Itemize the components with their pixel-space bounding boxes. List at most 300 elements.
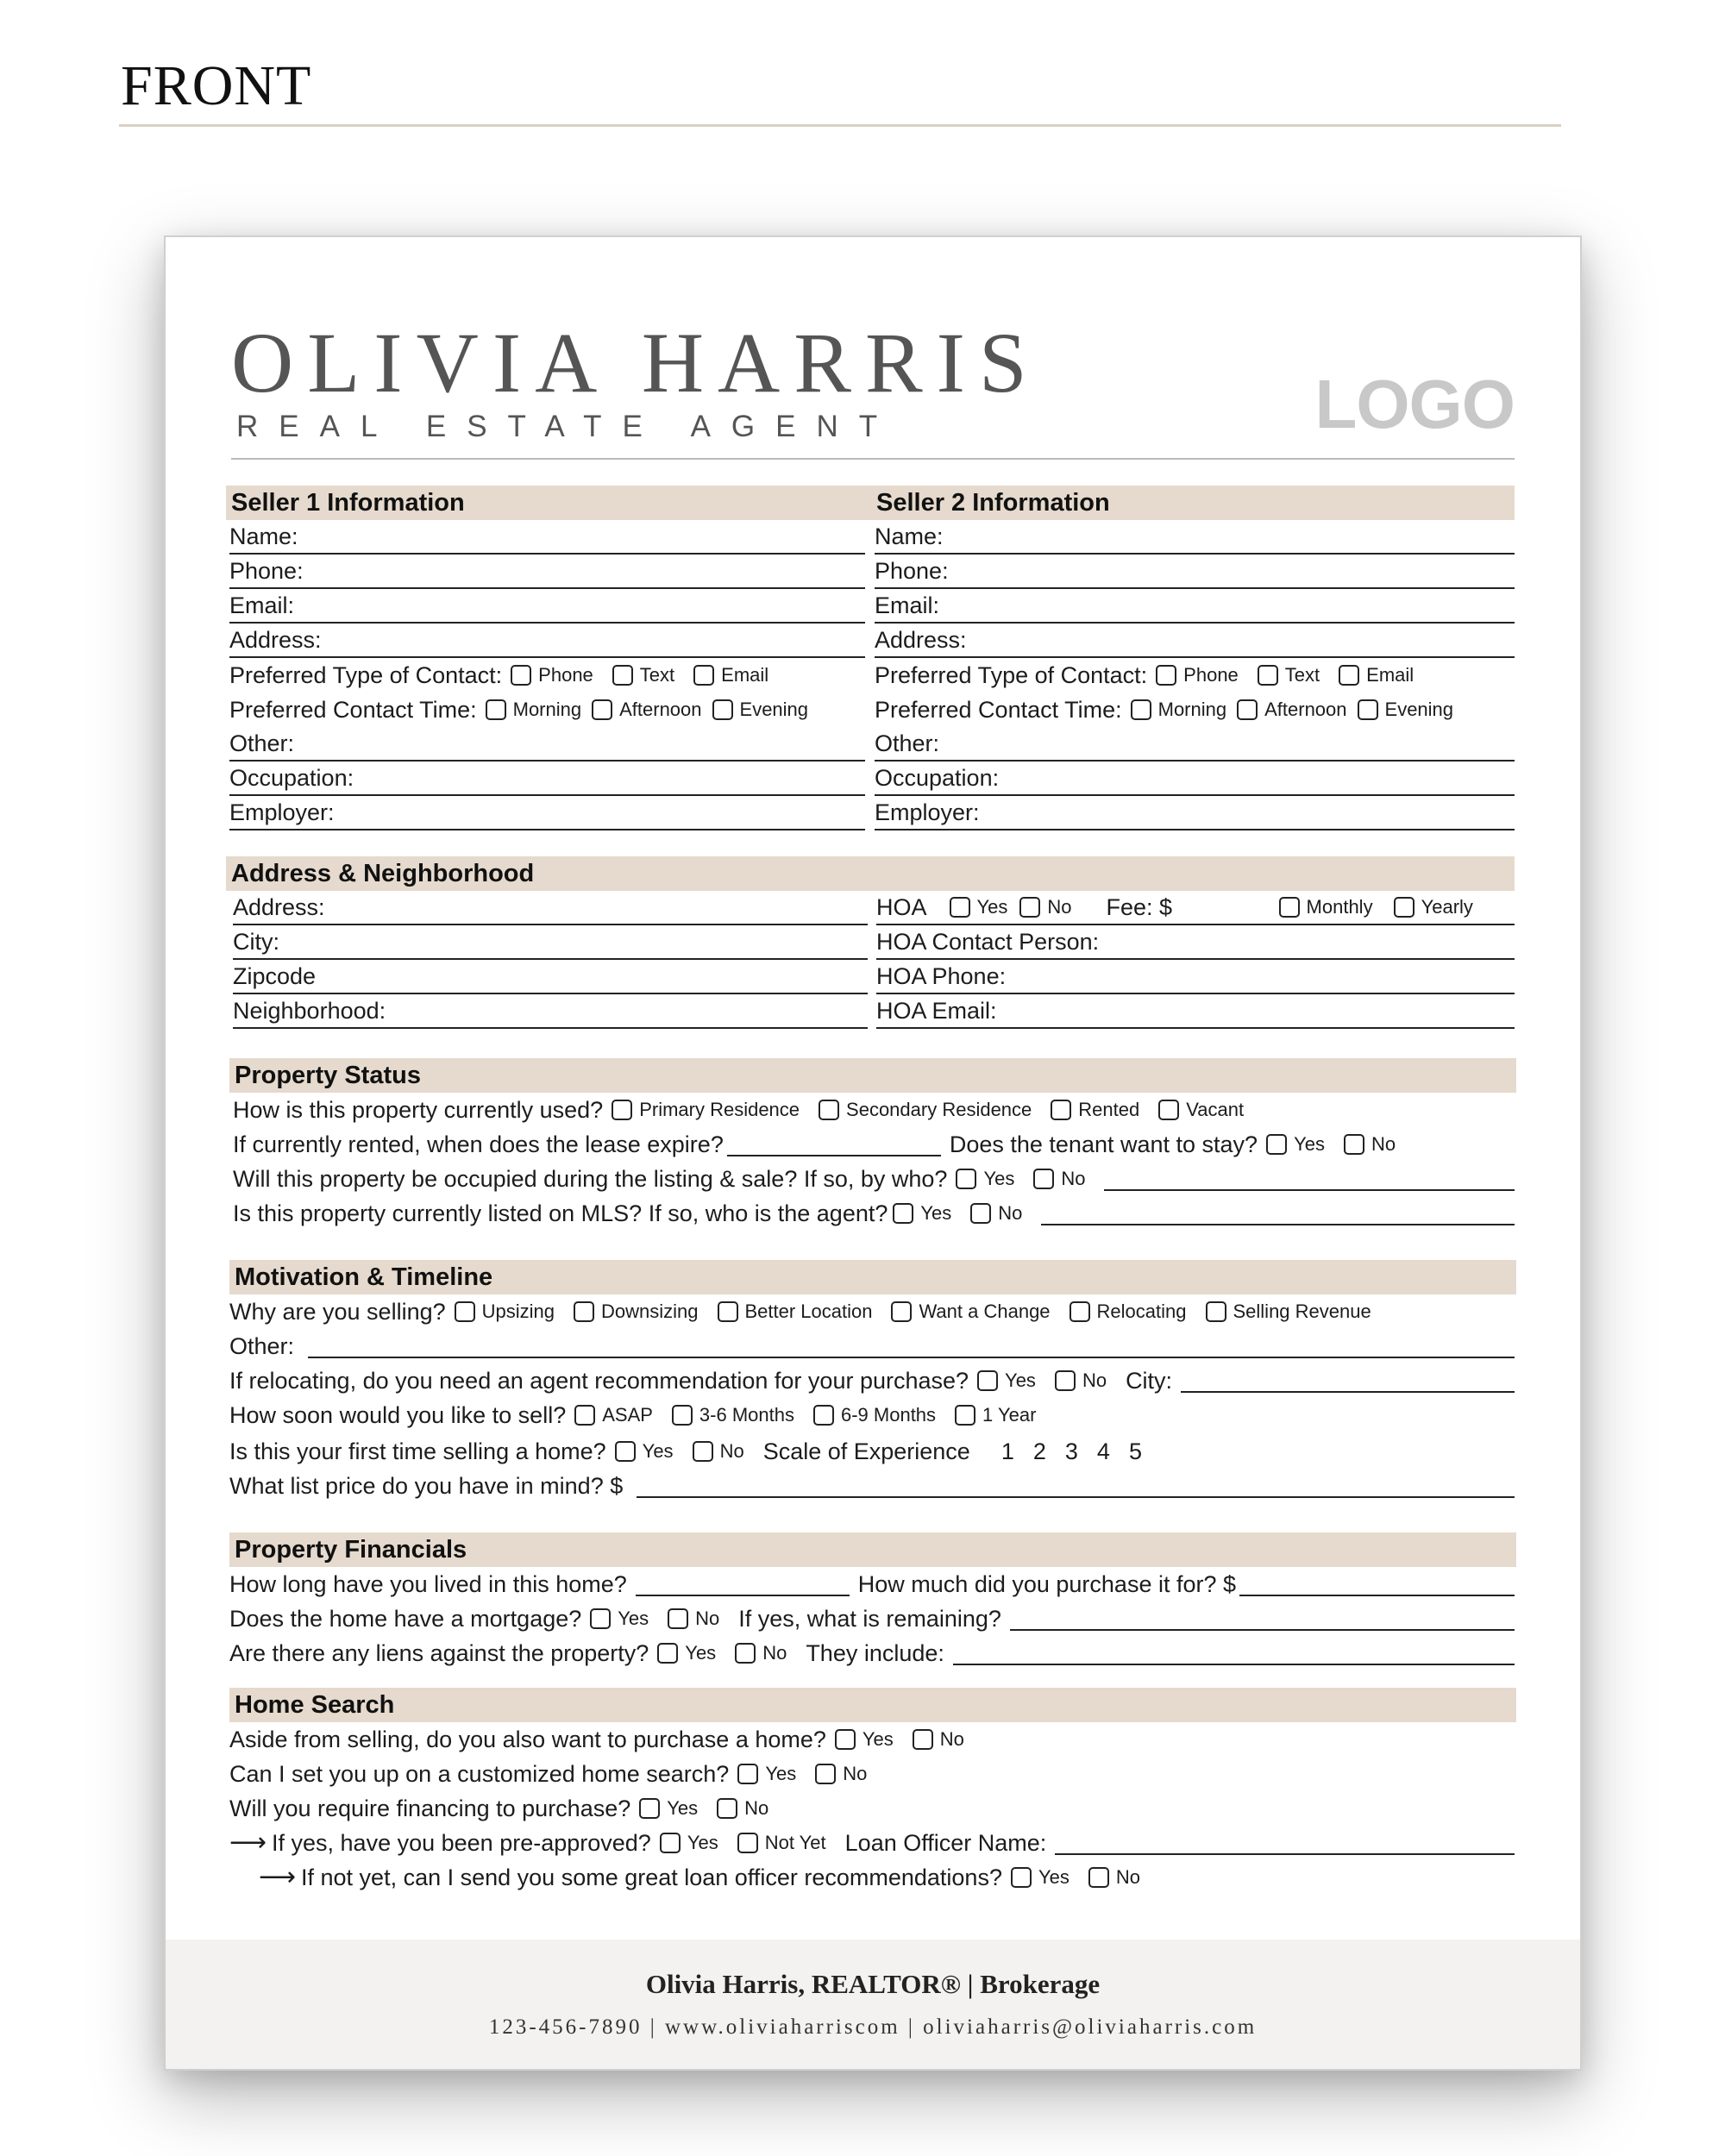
timeline-asap-option[interactable] (574, 1399, 653, 1432)
seller2-header (871, 486, 1515, 520)
recommendation-yes-option[interactable] (1011, 1861, 1070, 1894)
hoa-label: HOA (876, 894, 927, 920)
property-zipcode-field[interactable] (233, 960, 868, 994)
home-search-header (229, 1688, 1516, 1722)
seller1-name-field[interactable] (229, 520, 865, 555)
occupied-question: Will this property be occupied during the listing & sale? If so, by who? (233, 1166, 948, 1192)
mortgage-no-option[interactable] (668, 1602, 719, 1635)
seller2-time-evening-option[interactable] (1358, 693, 1454, 726)
checkbox[interactable] (1051, 1100, 1071, 1120)
checkbox[interactable] (590, 1608, 611, 1629)
reason-relocating-option[interactable] (1070, 1295, 1187, 1328)
home-search-title: Home Search (235, 1691, 395, 1719)
checkbox[interactable] (956, 1169, 976, 1189)
checkbox[interactable] (660, 1833, 681, 1853)
option-label: Yes (667, 1797, 699, 1819)
option-label: Better Location (744, 1300, 873, 1322)
checkbox[interactable] (511, 665, 531, 686)
option-label: Yes (618, 1608, 649, 1629)
checkbox[interactable] (693, 665, 714, 686)
header-divider (231, 458, 1515, 460)
checkbox[interactable] (1206, 1301, 1226, 1322)
custom-search-yes-option[interactable] (737, 1758, 796, 1790)
seller2-email-field[interactable] (875, 589, 1515, 624)
scale-value-1[interactable]: 1 (1000, 1438, 1014, 1464)
financials-title: Property Financials (235, 1536, 467, 1564)
recommendation-no-option[interactable] (1088, 1861, 1140, 1894)
seller1-employer-field[interactable] (229, 796, 865, 830)
first-time-question: Is this your first time selling a home? (229, 1438, 606, 1464)
option-label: Upsizing (481, 1300, 555, 1322)
mortgage-yes-option[interactable] (590, 1602, 649, 1635)
checkbox[interactable] (574, 1301, 594, 1322)
checkbox[interactable] (815, 1764, 836, 1784)
occupied-row (233, 1162, 1515, 1196)
seller1-header (226, 486, 871, 520)
usage-vacant-option[interactable] (1158, 1094, 1244, 1126)
list-price-row (229, 1469, 1515, 1503)
checkbox[interactable] (693, 1441, 713, 1462)
option-label: Primary Residence (639, 1099, 800, 1120)
seller1-contact-type-row (229, 658, 865, 693)
remaining-input[interactable] (1010, 1629, 1515, 1631)
preapproval-row (229, 1826, 1515, 1860)
seller2-employer-field[interactable] (875, 796, 1515, 830)
option-label: Yes (976, 896, 1008, 918)
option-label: No (939, 1728, 964, 1750)
relocation-no-option[interactable] (1055, 1364, 1107, 1397)
custom-search-no-option[interactable] (815, 1758, 867, 1790)
seller2-contact-type-label: Preferred Type of Contact: (875, 662, 1148, 688)
option-label: Yes (1038, 1866, 1070, 1888)
custom-search-question: Can I set you up on a customized home search? (229, 1761, 730, 1787)
option-label: 1 Year (982, 1404, 1037, 1426)
option-label: Afternoon (1264, 699, 1347, 720)
hoa-fee-label: Fee: $ (1106, 894, 1173, 920)
seller1-time-evening-option[interactable] (712, 693, 809, 726)
seller2-occupation-label: Occupation: (875, 765, 1000, 791)
usage-row (233, 1093, 1515, 1127)
seller2-contact-type-row (875, 658, 1515, 693)
seller2-time-afternoon-option[interactable] (1237, 693, 1346, 726)
seller1-address-label: Address: (229, 627, 322, 653)
financing-no-option[interactable] (717, 1792, 768, 1825)
purchase-question: Aside from selling, do you also want to purchase a home? (229, 1727, 826, 1752)
remaining-question: If yes, what is remaining? (738, 1606, 1001, 1632)
property-status-header (229, 1058, 1516, 1093)
option-label: No (1371, 1133, 1396, 1155)
recommendation-question: If not yet, can I send you some great loan officer recommendations? (301, 1865, 1002, 1890)
option-label: Yes (642, 1440, 674, 1462)
seller2-email-label: Email: (875, 592, 940, 618)
option-label: Evening (1384, 699, 1454, 720)
seller2-contact-time-row (875, 693, 1515, 727)
option-label: Phone (1183, 664, 1239, 686)
seller2-contact-time-label: Preferred Contact Time: (875, 697, 1122, 723)
usage-primary-option[interactable] (612, 1094, 800, 1126)
seller2-title: Seller 2 Information (876, 489, 1110, 517)
property-neighborhood-field[interactable] (233, 994, 868, 1029)
timeline-6-9-option[interactable] (813, 1399, 936, 1432)
relocation-row (229, 1363, 1515, 1398)
tenant-yes-option[interactable] (1266, 1128, 1325, 1161)
option-label: No (744, 1797, 769, 1819)
scale-value-3[interactable]: 3 (1064, 1438, 1078, 1464)
seller1-occupation-label: Occupation: (229, 765, 354, 791)
option-label: Afternoon (619, 699, 702, 720)
relocation-question: If relocating, do you need an agent recommendation for your purchase? (229, 1368, 969, 1394)
seller2-employer-label: Employer: (875, 799, 980, 825)
option-label: Not Yet (764, 1832, 826, 1853)
checkbox[interactable] (612, 1100, 632, 1120)
option-label: Secondary Residence (846, 1099, 1032, 1120)
relocation-city-input[interactable] (1181, 1391, 1515, 1393)
reason-other-label: Other: (229, 1333, 295, 1359)
seller2-name-label: Name: (875, 523, 944, 549)
checkbox[interactable] (1088, 1867, 1109, 1888)
reason-other-input[interactable] (308, 1357, 1515, 1358)
checkbox[interactable] (1344, 1134, 1364, 1155)
timeline-1-year-option[interactable] (955, 1399, 1036, 1432)
seller2-other-label: Other: (875, 730, 940, 756)
seller1-contact-time-label: Preferred Contact Time: (229, 697, 477, 723)
seller1-phone-label: Phone: (229, 558, 304, 584)
form-sheet (164, 235, 1582, 2071)
property-city-label: City: (233, 929, 279, 955)
option-label: Yes (687, 1832, 718, 1853)
liens-include-label: They include: (806, 1640, 944, 1666)
purchase-row (229, 1722, 1515, 1757)
hoa-phone-label: HOA Phone: (876, 963, 1007, 989)
seller2-other-field[interactable] (875, 727, 1515, 761)
checkbox[interactable] (1279, 897, 1300, 918)
checkbox[interactable] (891, 1301, 912, 1322)
option-label: Text (1284, 664, 1320, 686)
seller2-name-field[interactable] (875, 520, 1515, 555)
timeline-3-6-option[interactable] (672, 1399, 794, 1432)
checkbox[interactable] (813, 1405, 834, 1426)
option-label: Yes (685, 1642, 717, 1664)
checkbox[interactable] (668, 1608, 688, 1629)
usage-rented-option[interactable] (1051, 1094, 1139, 1126)
usage-question: How is this property currently used? (233, 1097, 604, 1123)
seller1-title: Seller 1 Information (231, 489, 465, 517)
seller1-phone-field[interactable] (229, 555, 865, 589)
hoa-monthly-option[interactable] (1279, 891, 1373, 924)
property-city-field[interactable] (233, 925, 868, 960)
checkbox[interactable] (455, 1301, 475, 1322)
mls-agent-input[interactable] (1041, 1224, 1515, 1225)
checkbox[interactable] (672, 1405, 693, 1426)
mls-no-option[interactable] (970, 1197, 1022, 1230)
purchase-price-input[interactable] (1239, 1595, 1515, 1596)
checkbox[interactable] (737, 1764, 758, 1784)
seller2-occupation-field[interactable] (875, 761, 1515, 796)
seller1-contact-phone-option[interactable] (511, 659, 593, 692)
list-price-question: What list price do you have in mind? $ (229, 1473, 624, 1499)
seller1-email-field[interactable] (229, 589, 865, 624)
brand-subtitle: REAL ESTATE AGENT (236, 410, 899, 443)
option-label: Yes (1005, 1369, 1036, 1391)
reason-revenue-option[interactable] (1206, 1295, 1371, 1328)
lease-expire-input[interactable] (727, 1155, 941, 1156)
preapproval-yes-option[interactable] (660, 1827, 718, 1859)
hoa-row (876, 891, 1515, 925)
seller2-contact-text-option[interactable] (1258, 659, 1320, 692)
checkbox[interactable] (1258, 665, 1278, 686)
checkbox[interactable] (835, 1729, 856, 1750)
option-label: No (1061, 1168, 1086, 1189)
option-label: Downsizing (601, 1300, 699, 1322)
seller1-email-label: Email: (229, 592, 295, 618)
motivation-title: Motivation & Timeline (235, 1263, 493, 1291)
purchase-price-question: How much did you purchase it for? $ (857, 1571, 1237, 1597)
hoa-contact-label: HOA Contact Person: (876, 929, 1100, 955)
first-time-no-option[interactable] (693, 1435, 744, 1468)
loan-officer-input[interactable] (1055, 1853, 1515, 1855)
option-label: Morning (1157, 699, 1227, 720)
occupied-yes-option[interactable] (956, 1163, 1014, 1195)
experience-scale-label: Scale of Experience (762, 1438, 970, 1464)
scale-value-5[interactable]: 5 (1128, 1438, 1142, 1464)
option-label: Monthly (1306, 896, 1373, 918)
seller1-employer-label: Employer: (229, 799, 335, 825)
checkbox[interactable] (1158, 1100, 1179, 1120)
purchase-no-option[interactable] (913, 1723, 964, 1756)
relocation-city-label: City: (1126, 1368, 1173, 1394)
option-label: 6-9 Months (840, 1404, 937, 1426)
preapproval-question: If yes, have you been pre-approved? (272, 1830, 651, 1856)
checkbox[interactable] (612, 665, 633, 686)
seller1-occupation-field[interactable] (229, 761, 865, 796)
arrow-right-icon: ⟶ (259, 1863, 297, 1891)
option-label: Phone (538, 664, 593, 686)
heading-divider (119, 124, 1561, 127)
address-section-title: Address & Neighborhood (231, 860, 535, 887)
option-label: Vacant (1186, 1099, 1245, 1120)
checkbox[interactable] (1033, 1169, 1054, 1189)
option-label: Yes (920, 1202, 952, 1224)
checkbox[interactable] (737, 1833, 758, 1853)
seller1-name-label: Name: (229, 523, 298, 549)
liens-question: Are there any liens against the property? (229, 1640, 649, 1666)
checkbox[interactable] (955, 1405, 975, 1426)
checkbox[interactable] (950, 897, 970, 918)
checkbox[interactable] (1131, 699, 1151, 720)
checkbox[interactable] (574, 1405, 595, 1426)
checkbox[interactable] (735, 1643, 756, 1664)
checkbox[interactable] (592, 699, 612, 720)
financing-question: Will you require financing to purchase? (229, 1796, 631, 1821)
seller1-contact-email-option[interactable] (693, 659, 768, 692)
property-address-field[interactable] (233, 891, 868, 925)
seller1-contact-text-option[interactable] (612, 659, 674, 692)
seller1-other-field[interactable] (229, 727, 865, 761)
reason-change-option[interactable] (891, 1295, 1050, 1328)
tenure-row (229, 1567, 1515, 1601)
option-label: Selling Revenue (1233, 1300, 1371, 1322)
occupied-no-option[interactable] (1033, 1163, 1085, 1195)
property-address-label: Address: (233, 894, 325, 920)
option-label: Email (721, 664, 769, 686)
footer (166, 1940, 1580, 2069)
mls-question: Is this property currently listed on MLS? If so, who is the agent? (233, 1200, 888, 1226)
hoa-email-label: HOA Email: (876, 998, 997, 1024)
option-label: Evening (739, 699, 809, 720)
checkbox[interactable] (717, 1798, 737, 1819)
checkbox[interactable] (1011, 1867, 1032, 1888)
reason-other-row (229, 1329, 1515, 1363)
liens-row (229, 1636, 1515, 1670)
loan-officer-label: Loan Officer Name: (844, 1830, 1047, 1856)
seller2-address-label: Address: (875, 627, 967, 653)
checkbox[interactable] (1070, 1301, 1090, 1322)
seller2-time-morning-option[interactable] (1131, 693, 1226, 726)
seller1-address-field[interactable] (229, 624, 865, 658)
tenure-input[interactable] (636, 1595, 850, 1596)
checkbox[interactable] (639, 1798, 660, 1819)
financing-row (229, 1791, 1515, 1826)
timeline-row (229, 1398, 1515, 1432)
mortgage-question: Does the home have a mortgage? (229, 1606, 582, 1632)
mls-yes-option[interactable] (893, 1197, 951, 1230)
hoa-phone-field[interactable] (876, 960, 1515, 994)
option-label: Yes (862, 1728, 894, 1750)
timeline-question: How soon would you like to sell? (229, 1402, 567, 1428)
checkbox[interactable] (893, 1203, 913, 1224)
option-label: No (998, 1202, 1023, 1224)
checkbox[interactable] (1394, 897, 1414, 918)
option-label: No (1082, 1369, 1107, 1391)
financing-yes-option[interactable] (639, 1792, 698, 1825)
option-label: 3-6 Months (699, 1404, 794, 1426)
occupied-by-input[interactable] (1104, 1189, 1515, 1191)
option-label: No (695, 1608, 720, 1629)
option-label: Rented (1078, 1099, 1140, 1120)
tenure-question: How long have you lived in this home? (229, 1571, 627, 1597)
checkbox[interactable] (970, 1203, 991, 1224)
checkbox[interactable] (1019, 897, 1040, 918)
motivation-header (229, 1260, 1516, 1294)
address-section-header (226, 856, 1515, 891)
seller2-address-field[interactable] (875, 624, 1515, 658)
checkbox[interactable] (977, 1370, 998, 1391)
liens-no-option[interactable] (735, 1637, 787, 1670)
property-status-title: Property Status (235, 1062, 421, 1089)
footer-agent-name: Olivia Harris, REALTOR® | Brokerage (645, 1969, 1101, 1999)
scale-value-4[interactable]: 4 (1096, 1438, 1110, 1464)
usage-secondary-option[interactable] (819, 1094, 1032, 1126)
preapproval-not-yet-option[interactable] (737, 1827, 826, 1859)
checkbox[interactable] (615, 1441, 636, 1462)
option-label: Yes (1294, 1133, 1325, 1155)
option-label: Yearly (1421, 896, 1473, 918)
mls-row (233, 1196, 1515, 1231)
property-neighborhood-label: Neighborhood: (233, 998, 386, 1024)
purchase-yes-option[interactable] (835, 1723, 894, 1756)
selling-reason-row (229, 1294, 1515, 1329)
liens-yes-option[interactable] (657, 1637, 716, 1670)
hoa-yes-option[interactable] (950, 891, 1008, 924)
option-label: Yes (765, 1763, 797, 1784)
seller2-phone-label: Phone: (875, 558, 949, 584)
selling-reason-question: Why are you selling? (229, 1299, 446, 1325)
reason-downsizing-option[interactable] (574, 1295, 699, 1328)
lease-question: If currently rented, when does the lease expire? (233, 1131, 724, 1157)
custom-search-row (229, 1757, 1515, 1791)
hoa-email-field[interactable] (876, 994, 1515, 1029)
option-label: Text (639, 664, 675, 686)
option-label: Email (1366, 664, 1414, 686)
checkbox[interactable] (1339, 665, 1359, 686)
mortgage-row (229, 1601, 1515, 1636)
financials-header (229, 1532, 1516, 1567)
relocation-yes-option[interactable] (977, 1364, 1036, 1397)
property-zipcode-label: Zipcode (233, 963, 317, 989)
option-label: Morning (512, 699, 582, 720)
checkbox[interactable] (657, 1643, 678, 1664)
seller1-contact-type-label: Preferred Type of Contact: (229, 662, 503, 688)
brand-name: OLIVIA HARRIS (231, 315, 1041, 411)
option-label: No (762, 1642, 787, 1664)
seller2-phone-field[interactable] (875, 555, 1515, 589)
checkbox[interactable] (1156, 665, 1176, 686)
checkbox[interactable] (819, 1100, 839, 1120)
seller1-other-label: Other: (229, 730, 295, 756)
seller1-contact-time-row (229, 693, 865, 727)
option-label: No (843, 1763, 868, 1784)
checkbox[interactable] (1237, 699, 1258, 720)
option-label: Want a Change (919, 1300, 1051, 1322)
list-price-input[interactable] (637, 1496, 1515, 1498)
option-label: ASAP (602, 1404, 653, 1426)
hoa-yearly-option[interactable] (1394, 891, 1473, 924)
arrow-right-icon: ⟶ (229, 1828, 267, 1857)
option-label: Relocating (1096, 1300, 1187, 1322)
option-label: Yes (983, 1168, 1015, 1189)
seller1-time-morning-option[interactable] (486, 693, 581, 726)
recommendation-row (259, 1860, 1515, 1895)
footer-contact-info: 123-456-7890 | www.oliviaharriscom | oliviaharris@oliviaharris.com (488, 2015, 1258, 2039)
first-time-yes-option[interactable] (615, 1435, 674, 1468)
checkbox[interactable] (1266, 1134, 1287, 1155)
liens-include-input[interactable] (953, 1664, 1515, 1665)
hoa-no-option[interactable] (1019, 891, 1071, 924)
checkbox[interactable] (718, 1301, 738, 1322)
option-label: No (1115, 1866, 1140, 1888)
seller2-contact-phone-option[interactable] (1156, 659, 1239, 692)
first-time-row (229, 1434, 1515, 1469)
hoa-contact-field[interactable] (876, 925, 1515, 960)
scale-value-2[interactable]: 2 (1032, 1438, 1046, 1464)
option-label: No (1047, 896, 1072, 918)
seller2-contact-email-option[interactable] (1339, 659, 1414, 692)
option-label: No (719, 1440, 744, 1462)
page-heading: FRONT (121, 54, 312, 117)
tenant-no-option[interactable] (1344, 1128, 1396, 1161)
logo-placeholder: LOGO (1314, 366, 1515, 442)
checkbox[interactable] (1358, 699, 1378, 720)
tenant-question: Does the tenant want to stay? (949, 1131, 1258, 1157)
checkbox[interactable] (913, 1729, 933, 1750)
checkbox[interactable] (486, 699, 506, 720)
reason-location-option[interactable] (718, 1295, 873, 1328)
lease-row (233, 1127, 1515, 1162)
checkbox[interactable] (712, 699, 733, 720)
checkbox[interactable] (1055, 1370, 1076, 1391)
reason-upsizing-option[interactable] (455, 1295, 555, 1328)
seller1-time-afternoon-option[interactable] (592, 693, 701, 726)
